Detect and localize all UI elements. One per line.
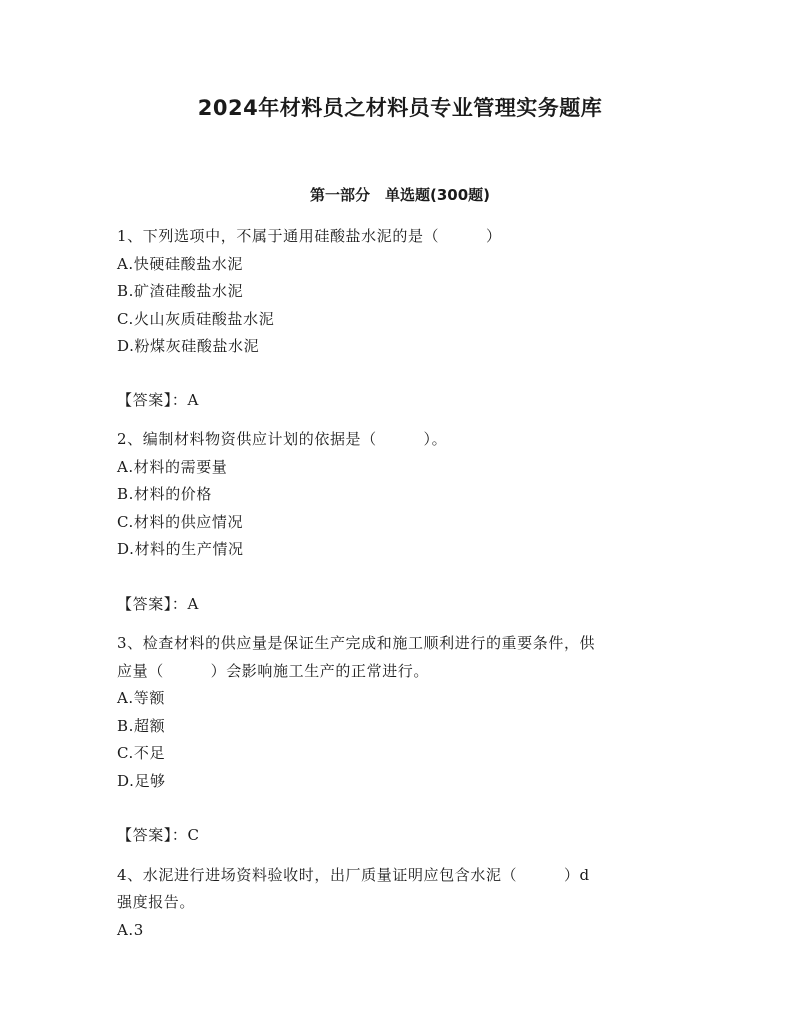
document-title: 2024年材料员之材料员专业管理实务题库 — [197, 96, 603, 120]
question-3-stem-line-2: 应量（ ）会影响施工生产的正常进行。 — [117, 662, 430, 680]
question-1-answer: 【答案】：A — [117, 391, 199, 409]
question-2-stem: 2、编制材料物资供应计划的依据是（ ）。 — [117, 430, 448, 448]
question-2-option-c: C.材料的供应情况 — [117, 513, 244, 531]
question-3-option-b: B.超额 — [117, 717, 166, 735]
question-3-option-c: C.不足 — [117, 744, 166, 762]
question-1-option-d: D.粉煤灰硅酸盐水泥 — [117, 337, 260, 355]
question-2-option-a: A.材料的需要量 — [117, 458, 228, 476]
question-3-option-d: D.足够 — [117, 772, 166, 790]
question-4-option-a: A.3 — [117, 921, 144, 939]
section-title: 第一部分 单选题(300题) — [309, 186, 491, 204]
question-1-option-b: B.矿渣硅酸盐水泥 — [117, 282, 244, 300]
question-2-option-b: B.材料的价格 — [117, 485, 212, 503]
question-4-stem-line-2: 强度报告。 — [117, 893, 196, 911]
question-3-stem-line-1: 3、检查材料的供应量是保证生产完成和施工顺利进行的重要条件，供 — [117, 634, 596, 652]
question-1-stem: 1、下列选项中，不属于通用硅酸盐水泥的是（ ） — [117, 227, 502, 245]
question-2-option-d: D.材料的生产情况 — [117, 540, 244, 558]
question-4-stem-line-1: 4、水泥进行进场资料验收时，出厂质量证明应包含水泥（ ）d — [117, 866, 590, 884]
question-1-option-c: C.火山灰质硅酸盐水泥 — [117, 310, 275, 328]
question-2-answer: 【答案】：A — [117, 595, 199, 613]
question-3-option-a: A.等额 — [117, 689, 166, 707]
question-3-answer: 【答案】：C — [117, 826, 200, 844]
question-1-option-a: A.快硬硅酸盐水泥 — [117, 255, 244, 273]
